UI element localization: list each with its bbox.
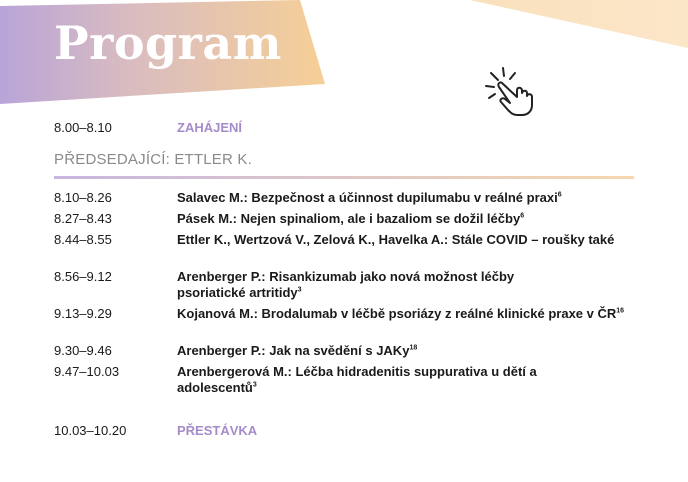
session-title: Arenbergerová M.: Léčba hidradenitis suppurativa u dětí a adolescentů$^3$ xyxy=(177,364,537,395)
time-slot: 8.56–9.12 xyxy=(54,269,112,284)
time-slot: 8.00–8.10 xyxy=(54,120,112,135)
time-slot: 8.44–8.55 xyxy=(54,232,112,247)
time-slot: 9.13–9.29 xyxy=(54,306,112,321)
session-title: Kojanová M.: Brodalumab v léčbě psoriázy z reálné klinické praxe v ČR$^{16}$ xyxy=(177,306,625,321)
session-title: Arenberger P.: Risankizumab jako nová možnost léčby psoriatické artritidy$^3$ xyxy=(177,269,515,300)
time-slot: 10.03–10.20 xyxy=(54,423,127,438)
session-title: Salavec M.: Bezpečnost a účinnost dupilumabu v reálné praxi$^6$ xyxy=(177,190,562,205)
time-slot: 8.27–8.43 xyxy=(54,211,112,226)
time-slot: 9.30–9.46 xyxy=(54,343,112,358)
divider xyxy=(54,176,634,179)
section-label-break: PŘESTÁVKA xyxy=(177,423,258,438)
chairperson-heading: PŘEDSEDAJÍCÍ: ETTLER K. xyxy=(54,151,252,168)
pointing-hand-icon xyxy=(484,66,540,118)
section-label-opening: ZAHÁJENÍ xyxy=(177,120,243,135)
session-title: Arenberger P.: Jak na svědění s JAKy$^{18}$ xyxy=(177,343,418,358)
session-title: Ettler K., Wertzová V., Zelová K., Havelka A.: Stále COVID – roušky také xyxy=(177,232,615,247)
time-slot: 9.47–10.03 xyxy=(54,364,120,379)
time-slot: 8.10–8.26 xyxy=(54,190,112,205)
session-title: Pásek M.: Nejen spinaliom, ale i bazaliom se dožil léčby$^6$ xyxy=(177,211,525,226)
page-title: Program xyxy=(54,16,282,70)
